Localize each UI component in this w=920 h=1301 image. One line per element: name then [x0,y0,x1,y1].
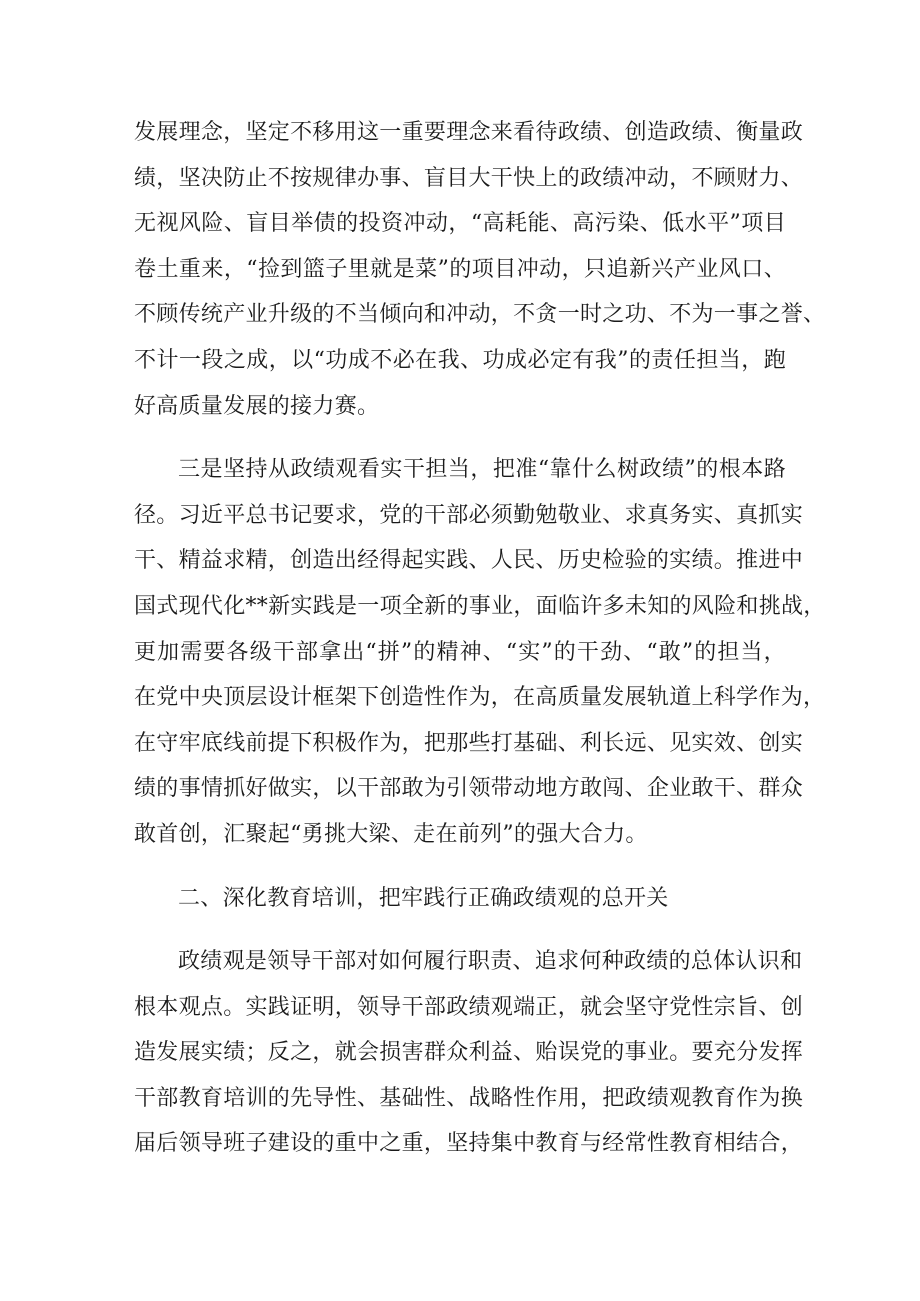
text-line: 造发展实绩；反之，就会损害群众利益、贻误党的事业。要充分发挥 [134,1040,804,1066]
text-line: 在守牢底线前提下积极作为，把那些打基础、利长远、见实效、创实 [134,730,804,756]
text-line: 不顾传统产业升级的不当倾向和冲动，不贪一时之功、不为一事之誉、 [134,302,826,328]
text-line: 敢首创，汇聚起“勇挑大梁、走在前列”的强大合力。 [134,821,648,847]
text-line: 卷土重来，“捡到篮子里就是菜”的项目冲动，只追新兴产业风口、 [134,256,786,282]
paragraph-continued [134,110,826,429]
section-heading-text: 二、深化教育培训，把牢践行正确政绩观的总开关 [178,885,669,911]
text-line: 届后领导班子建设的重中之重，坚持集中教育与经常性教育相结合， [134,1131,804,1157]
text-line: 绩的事情抓好做实，以干部敢为引领带动地方敢闯、企业敢干、群众 [134,776,804,802]
text-line: 政绩观是领导干部对如何履行职责、追求何种政绩的总体认识和 [178,949,803,975]
text-line: 径。习近平总书记要求，党的干部必须勤勉敬业、求真务实、真抓实 [134,502,804,528]
paragraph-section-two-body [134,939,804,1167]
text-line: 不计一段之成，以“功成不必在我、功成必定有我”的责任担当，跑 [134,347,786,373]
paragraph-point-three [134,447,826,857]
text-line: 发展理念，坚定不移用这一重要理念来看待政绩、创造政绩、衡量政 [134,120,804,145]
text-line: 无视风险、盲目举债的投资冲动，“高耗能、高污染、低水平”项目 [134,211,786,237]
text-line: 干部教育培训的先导性、基础性、战略性作用，把政绩观教育作为换 [134,1085,804,1111]
text-line: 国式现代化**新实践是一项全新的事业，面临许多未知的风险和挑战， [134,593,826,619]
document-body [134,110,826,1185]
section-heading [134,876,786,922]
text-line: 三是坚持从政绩观看实干担当，把准“靠什么树政绩”的根本路 [178,457,786,483]
text-line: 根本观点。实践证明，领导干部政绩观端正，就会坚守党性宗旨、创 [134,994,804,1020]
text-line: 干、精益求精，创造出经得起实践、人民、历史检验的实绩。推进中 [134,548,804,574]
text-line: 在党中央顶层设计框架下创造性作为，在高质量发展轨道上科学作为， [134,685,826,711]
text-line: 好高质量发展的接力赛。 [134,393,380,419]
text-line: 绩，坚决防止不按规律办事、盲目大干快上的政绩冲动，不顾财力、 [134,165,804,191]
text-line: 更加需要各级干部拿出“拼”的精神、“实”的干劲、“敢”的担当， [134,639,786,665]
